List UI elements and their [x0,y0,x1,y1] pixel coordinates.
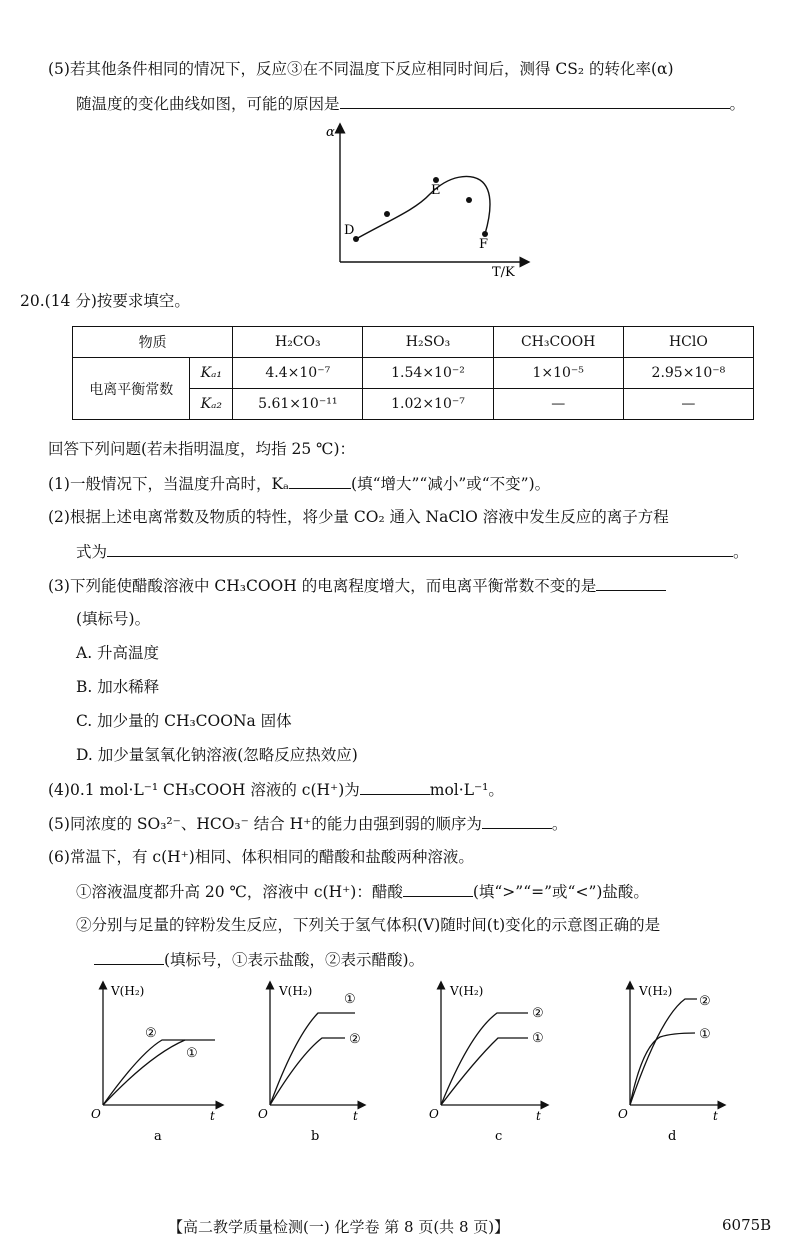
q20-intro: 回答下列问题(若未指明温度，均指 25 ℃)： [48,440,356,458]
q20-p6-sub2-text: (填标号，①表示盐酸，②表示醋酸)。 [164,951,425,969]
table-cell: 1.02×10⁻⁷ [363,389,493,420]
q20-p6: (6)常温下，有 c(H⁺)相同、体积相同的醋酸和盐酸两种溶液。 [48,848,474,866]
graph-b-curve-hcl [270,1013,355,1105]
graph-c-y-label: V(H₂) [450,984,484,998]
graph-d-origin: O [618,1107,628,1121]
q20-p2-suffix: 。 [733,543,749,561]
q20-p2-prefix: 式为 [76,543,108,561]
graph-y-label: α [326,125,335,140]
graph-b-y-label: V(H₂) [279,984,313,998]
option-d: D. 加少量氢氧化钠溶液(忽略反应热效应) [76,746,358,764]
q20-p3-text: (3)下列能使醋酸溶液中 CH₃COOH 的电离程度增大，而电离平衡常数不变的是 [48,577,597,595]
q20-p6-sub1-suffix: (填“>”“=”或“<”)盐酸。 [472,883,649,901]
graph-c-x-label: t [536,1109,541,1123]
q20-p5 [48,812,567,835]
point-right [466,197,472,203]
q20-p6-sub1 [76,880,649,903]
graph-a [91,984,220,1144]
q20-p6-sub2-blank[interactable] [94,948,164,965]
q20-p4 [48,778,504,801]
graph-c-caption: c [495,1129,503,1144]
graph-b-curve-acetic [270,1038,345,1105]
conversion-temperature-graph [320,122,540,282]
q5-line2-prefix: 随温度的变化曲线如图，可能的原因是 [76,95,340,113]
table-cell: — [623,389,753,420]
graph-a-caption: a [154,1129,162,1144]
graph-a-y-label: V(H₂) [111,984,145,998]
ka2-label: Kₐ₂ [190,389,233,420]
graph-b-x-label: t [353,1109,358,1123]
label-e: E [431,183,441,198]
table-cell: 2.95×10⁻⁸ [623,358,753,389]
q5-line2-suffix: 。 [729,95,746,113]
graph-c-curve-acetic [441,1013,528,1105]
page-footer: 【高二教学质量检测(一) 化学卷 第 8 页(共 8 页)】 [168,1218,510,1236]
graph-c [429,984,545,1144]
graph-d-caption: d [668,1129,677,1144]
table-cell: 1.54×10⁻² [363,358,493,389]
q20-p4-prefix: (4)0.1 mol·L⁻¹ CH₃COOH 溶液的 c(H⁺)为 [48,781,360,799]
graph-b-origin: O [258,1107,268,1121]
graph-a-label-1: ① [186,1046,198,1061]
table-header-h2co3: H₂CO₃ [233,327,363,358]
table-cell: 1×10⁻⁵ [493,358,623,389]
graph-d-label-2: ② [699,994,711,1009]
table-row [73,358,754,389]
q5-answer-blank[interactable] [340,92,730,109]
table-header-hclo: HClO [623,327,753,358]
q20-p6-sub2-line2 [94,948,424,971]
q20-header: 20.(14 分)按要求填空。 [20,292,190,310]
q20-p2-blank[interactable] [107,540,733,557]
graph-d-curve-acetic [630,999,697,1105]
option-a: A. 升高温度 [76,644,160,662]
table-header-substance: 物质 [73,327,233,358]
option-b: B. 加水稀释 [76,678,160,696]
conversion-curve [356,177,490,239]
q20-p1-prefix: (1)一般情况下，当温度升高时，Kₐ [48,475,290,493]
q5-line1: (5)若其他条件相同的情况下，反应③在不同温度下反应相同时间后，测得 CS₂ 的转化率(α) [48,60,674,78]
graph-b [258,984,362,1144]
q20-p1-blank[interactable] [289,472,351,489]
graph-b-caption: b [311,1129,320,1144]
graph-c-label-1: ① [532,1031,544,1046]
option-c: C. 加少量的 CH₃COONa 固体 [76,712,292,730]
label-d: D [344,223,355,238]
q20-p1-suffix: (填“增大”“减小”或“不变”)。 [351,475,551,493]
graph-b-label-1: ① [344,992,356,1007]
table-header-ch3cooh: CH₃COOH [493,327,623,358]
q5-line2 [76,92,745,115]
q20-p6-sub1-prefix: ①溶液温度都升高 20 ℃，溶液中 c(H⁺)：醋酸 [76,883,403,901]
table-cell: 5.61×10⁻¹¹ [233,389,363,420]
graph-d-label-1: ① [699,1027,711,1042]
q20-p2-line1: (2)根据上述电离常数及物质的特性，将少量 CO₂ 通入 NaClO 溶液中发生反应的离子方程 [48,508,669,526]
q20-p1 [48,472,550,495]
q20-p4-blank[interactable] [360,778,430,795]
q20-p5-prefix: (5)同浓度的 SO₃²⁻、HCO₃⁻ 结合 H⁺的能力由强到弱的顺序为 [48,815,482,833]
graph-a-label-2: ② [145,1026,157,1041]
graph-c-curve-hcl [441,1038,528,1105]
table-header-h2so3: H₂SO₃ [363,327,493,358]
q20-p3-blank[interactable] [596,574,666,591]
q20-p3-line1 [48,574,666,597]
q20-p5-suffix: 。 [551,815,568,833]
page-code: 6075B [722,1216,772,1234]
graph-a-origin: O [91,1107,101,1121]
q20-p6-sub2-line1: ②分别与足量的锌粉发生反应，下列关于氢气体积(V)随时间(t)变化的示意图正确的是 [76,916,661,934]
table-row-header: 电离平衡常数 [73,358,190,420]
graph-d [618,984,722,1144]
label-f: F [479,237,489,252]
graph-c-label-2: ② [532,1006,544,1021]
point-mid [384,211,390,217]
graph-a-curve-hcl [103,1040,185,1105]
table-cell: — [493,389,623,420]
ionization-constant-table [72,326,754,420]
q20-p4-suffix: mol·L⁻¹。 [429,781,504,799]
ka1-label: Kₐ₁ [190,358,233,389]
graph-d-x-label: t [713,1109,718,1123]
q20-p6-sub1-blank[interactable] [403,880,473,897]
graph-a-x-label: t [210,1109,215,1123]
q20-p3-line2: (填标号)。 [76,610,151,628]
q20-p5-blank[interactable] [482,812,552,829]
table-cell: 4.4×10⁻⁷ [233,358,363,389]
q20-p2-line2 [76,540,749,563]
table-header-row [73,327,754,358]
graph-x-label: T/K [492,265,515,280]
graph-d-y-label: V(H₂) [639,984,673,998]
graph-c-origin: O [429,1107,439,1121]
hydrogen-volume-graphs [0,975,800,1150]
graph-a-curve-acetic [103,1040,215,1105]
graph-b-label-2: ② [349,1032,361,1047]
graph-d-curve-hcl [630,1033,695,1105]
